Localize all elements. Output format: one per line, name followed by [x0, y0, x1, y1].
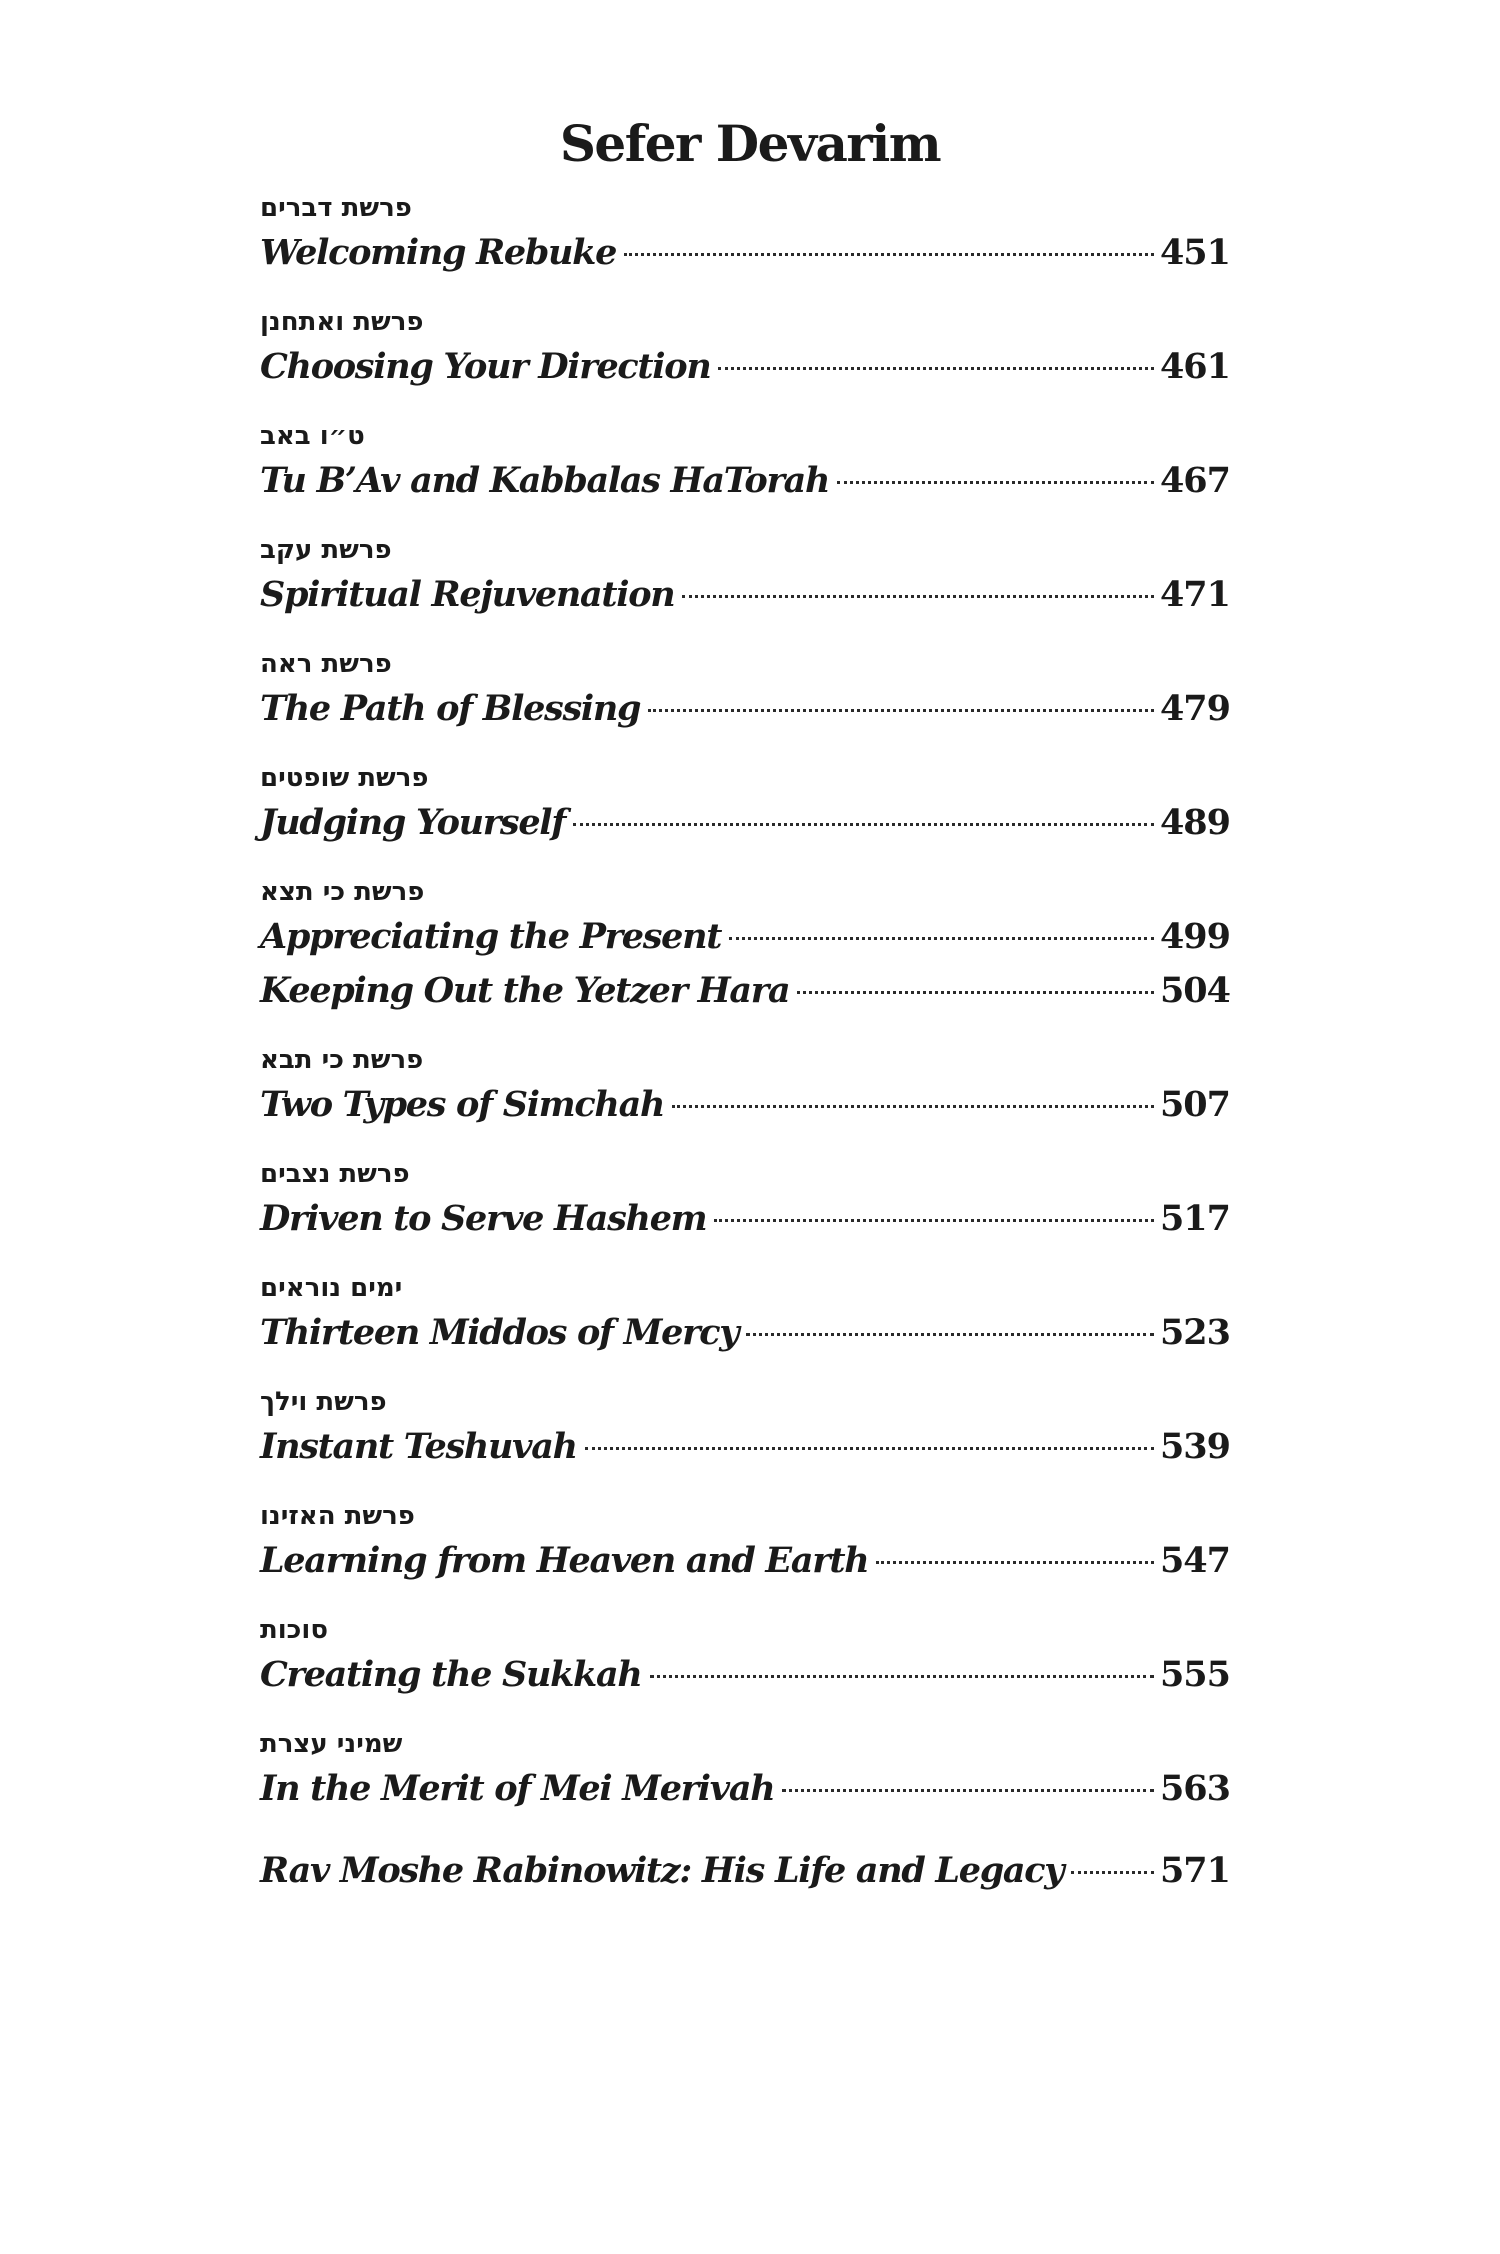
toc-entry[interactable]: [260, 682, 1230, 736]
dot-leader: [837, 481, 1154, 484]
dot-leader: [648, 709, 1154, 712]
parsha-heading: ימים נוראים: [260, 1273, 403, 1303]
toc-section: [260, 1384, 1230, 1474]
parsha-heading: ט״ו באב: [260, 421, 365, 451]
parsha-heading: פרשת עקב: [260, 535, 392, 565]
page-number: 571: [1159, 1850, 1230, 1891]
entry-title: The Path of Blessing: [260, 688, 641, 729]
parsha-heading: פרשת שופטים: [260, 763, 429, 793]
dot-leader: [746, 1333, 1154, 1336]
dot-leader: [714, 1219, 1154, 1222]
entry-title: Tu B’Av and Kabbalas HaTorah: [260, 460, 830, 501]
entry-title: Driven to Serve Hashem: [260, 1198, 707, 1239]
page-number: 467: [1159, 460, 1230, 501]
toc-entry[interactable]: [260, 1648, 1230, 1702]
page-number: 471: [1159, 574, 1230, 615]
toc-section: [260, 190, 1230, 280]
toc-section: [260, 1612, 1230, 1702]
parsha-heading: סוכות: [260, 1615, 329, 1645]
toc-entry[interactable]: [260, 454, 1230, 508]
page-number: 555: [1159, 1654, 1230, 1695]
page-number: 563: [1159, 1768, 1230, 1809]
page-number: 499: [1159, 916, 1230, 957]
entry-title: Judging Yourself: [260, 802, 566, 843]
toc-entry[interactable]: [260, 964, 1230, 1018]
dot-leader: [585, 1447, 1154, 1450]
toc-section: [260, 1156, 1230, 1246]
parsha-heading: פרשת האזינו: [260, 1501, 415, 1531]
page-number: 461: [1159, 346, 1230, 387]
toc-entry[interactable]: [260, 568, 1230, 622]
entry-title: Keeping Out the Yetzer Hara: [260, 970, 790, 1011]
toc-section: [260, 1270, 1230, 1360]
parsha-heading: פרשת ראה: [260, 649, 392, 679]
dot-leader: [718, 367, 1153, 370]
dot-leader: [729, 937, 1154, 940]
toc-section: [260, 304, 1230, 394]
page-number: 451: [1159, 232, 1230, 273]
page-number: 517: [1159, 1198, 1230, 1239]
dot-leader: [573, 823, 1154, 826]
parsha-heading: שמיני עצרת: [260, 1729, 403, 1759]
page-number: 489: [1159, 802, 1230, 843]
toc-entry[interactable]: [260, 340, 1230, 394]
dot-leader: [650, 1675, 1154, 1678]
entry-title: Creating the Sukkah: [260, 1654, 642, 1695]
dot-leader: [782, 1789, 1154, 1792]
entry-title: Spiritual Rejuvenation: [260, 574, 675, 615]
page-number: 547: [1159, 1540, 1230, 1581]
toc-section: [260, 1726, 1230, 1816]
entry-title: Rav Moshe Rabinowitz: His Life and Legacy: [260, 1850, 1064, 1891]
toc-entry[interactable]: [260, 226, 1230, 280]
dot-leader: [682, 595, 1154, 598]
page-number: 507: [1159, 1084, 1230, 1125]
dot-leader: [876, 1561, 1154, 1564]
toc-section-appendix: [260, 1844, 1230, 1898]
entry-title: Learning from Heaven and Earth: [260, 1540, 869, 1581]
toc-entry[interactable]: [260, 1192, 1230, 1246]
toc-entry[interactable]: [260, 910, 1230, 964]
page-number: 539: [1159, 1426, 1230, 1467]
parsha-heading: פרשת כי תצא: [260, 877, 425, 907]
toc-entry[interactable]: [260, 1420, 1230, 1474]
entry-title: Instant Teshuvah: [260, 1426, 577, 1467]
entry-title: Appreciating the Present: [260, 916, 722, 957]
page-title: Sefer Devarim: [559, 114, 941, 173]
entry-title: Choosing Your Direction: [260, 346, 711, 387]
toc-section: [260, 646, 1230, 736]
toc-section: [260, 760, 1230, 850]
toc-entry[interactable]: [260, 796, 1230, 850]
toc-entry[interactable]: [260, 1534, 1230, 1588]
toc-section: [260, 418, 1230, 508]
entry-title: Two Types of Simchah: [260, 1084, 665, 1125]
parsha-heading: פרשת דברים: [260, 193, 412, 223]
dot-leader: [624, 253, 1154, 256]
parsha-heading: פרשת ואתחנן: [260, 307, 424, 337]
toc-entry[interactable]: [260, 1306, 1230, 1360]
page-number: 504: [1159, 970, 1230, 1011]
parsha-heading: פרשת נצבים: [260, 1159, 410, 1189]
entry-title: Thirteen Middos of Mercy: [260, 1312, 739, 1353]
toc-entry[interactable]: [260, 1762, 1230, 1816]
toc-section: [260, 874, 1230, 1018]
toc-entry[interactable]: [260, 1078, 1230, 1132]
page-number: 523: [1159, 1312, 1230, 1353]
parsha-heading: פרשת כי תבא: [260, 1045, 424, 1075]
dot-leader: [1071, 1871, 1154, 1874]
entry-title: Welcoming Rebuke: [260, 232, 617, 273]
parsha-heading: פרשת וילך: [260, 1387, 387, 1417]
toc-section: [260, 1042, 1230, 1132]
dot-leader: [797, 991, 1154, 994]
dot-leader: [672, 1105, 1154, 1108]
entry-title: In the Merit of Mei Merivah: [260, 1768, 775, 1809]
table-of-contents: [260, 190, 1230, 1922]
toc-section: [260, 1498, 1230, 1588]
page-number: 479: [1159, 688, 1230, 729]
toc-entry[interactable]: [260, 1844, 1230, 1898]
toc-section: [260, 532, 1230, 622]
